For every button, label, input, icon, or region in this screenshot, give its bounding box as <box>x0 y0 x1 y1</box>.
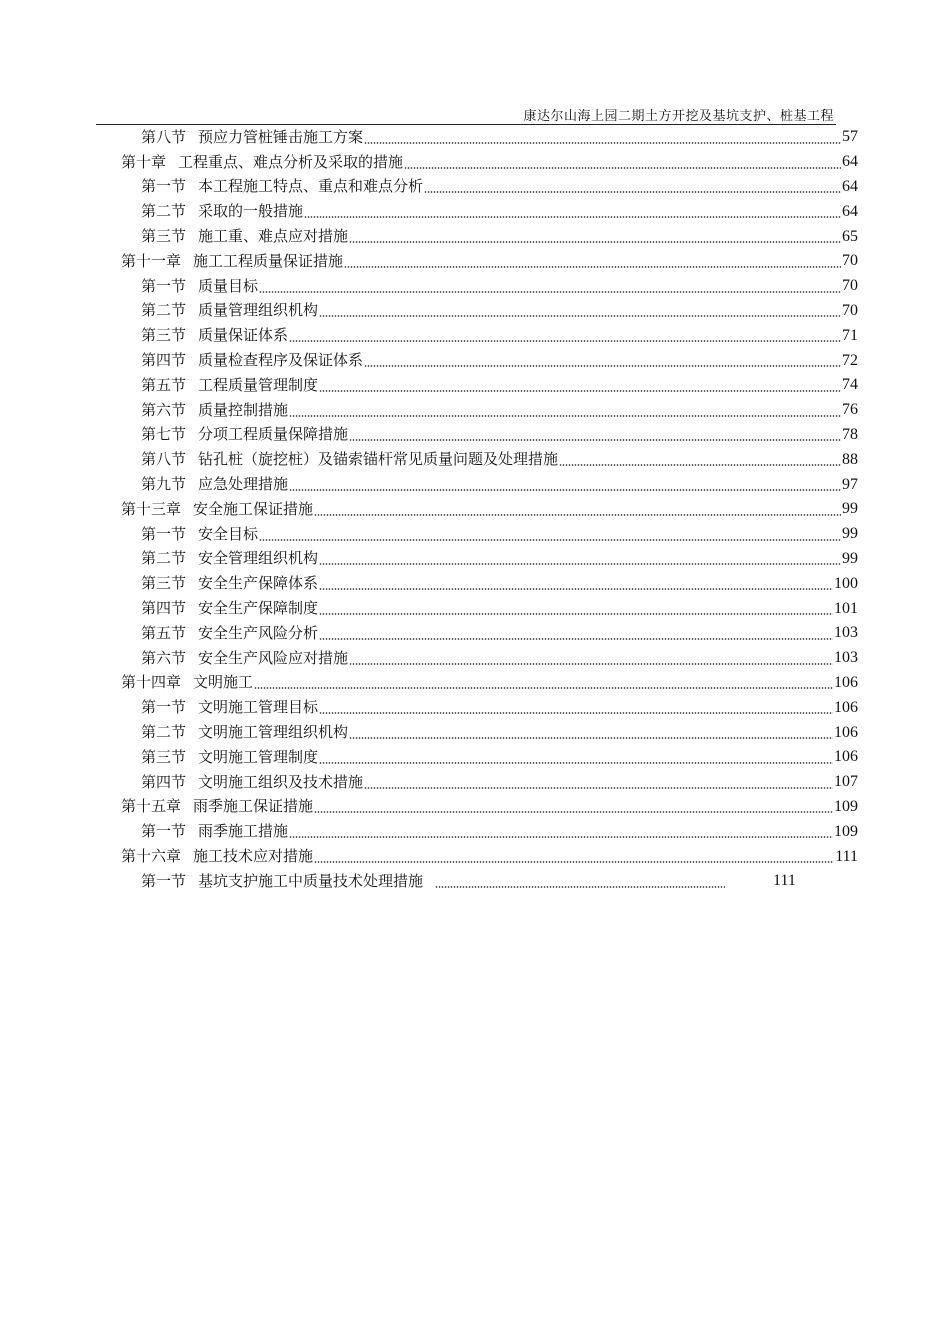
toc-entry-number: 第十六章 <box>121 847 182 866</box>
toc-entry-number: 第十章 <box>121 152 167 171</box>
toc-entry-number: 第二节 <box>141 202 187 221</box>
toc-entry-number: 第五节 <box>141 375 187 394</box>
dot-leader <box>349 240 841 244</box>
toc-section-entry[interactable] <box>141 522 858 547</box>
toc-chapter-entry[interactable] <box>121 795 858 820</box>
toc-entry-page-number: 99 <box>842 549 858 567</box>
toc-entry-page-number: 106 <box>834 723 858 741</box>
toc-entry-number: 第七节 <box>141 425 187 444</box>
toc-entry-title: 安全生产风险分析 <box>198 623 319 642</box>
toc-section-entry[interactable] <box>141 695 858 720</box>
toc-entry-number: 第一节 <box>141 524 187 543</box>
toc-entry-page-number: 100 <box>834 574 858 592</box>
dot-leader <box>364 786 833 790</box>
dot-leader <box>314 810 833 814</box>
dot-leader <box>319 761 833 765</box>
toc-section-entry[interactable] <box>141 571 858 596</box>
toc-entry-page-number: 103 <box>834 649 858 667</box>
toc-entry-number: 第四节 <box>141 772 187 791</box>
toc-entry-title: 安全目标 <box>198 524 259 543</box>
toc-entry-number: 第五节 <box>141 623 187 642</box>
dot-leader <box>559 463 841 467</box>
toc-entry-number: 第一节 <box>141 871 187 890</box>
toc-entry-title: 雨季施工措施 <box>198 822 289 841</box>
toc-entry-title: 施工技术应对措施 <box>193 847 314 866</box>
toc-entry-number: 第十四章 <box>121 673 182 692</box>
toc-entry-page-number: 99 <box>842 500 858 518</box>
toc-entry-title: 文明施工 <box>193 673 254 692</box>
toc-entry-number: 第九节 <box>141 475 187 494</box>
toc-entry-page-number: 103 <box>834 624 858 642</box>
dot-leader <box>364 141 841 145</box>
toc-entry-page-number: 70 <box>842 252 858 270</box>
toc-section-entry[interactable] <box>141 770 858 795</box>
toc-entry-page-number: 109 <box>834 822 858 840</box>
dot-leader <box>319 711 833 715</box>
toc-entry-number: 第十三章 <box>121 499 182 518</box>
toc-chapter-entry[interactable] <box>121 150 858 175</box>
toc-entry-number: 第三节 <box>141 227 187 246</box>
toc-entry-number: 第二节 <box>141 549 187 568</box>
toc-entry-number: 第三节 <box>141 574 187 593</box>
toc-entry-title: 安全管理组织机构 <box>198 549 319 568</box>
toc-section-entry[interactable] <box>141 447 858 472</box>
toc-section-entry[interactable] <box>141 274 858 299</box>
toc-entry-title: 质量目标 <box>198 276 259 295</box>
toc-section-entry[interactable] <box>141 299 858 324</box>
toc-entry-page-number: 70 <box>842 277 858 295</box>
toc-entry-number: 第八节 <box>141 450 187 469</box>
toc-entry-title: 分项工程质量保障措施 <box>198 425 349 444</box>
toc-entry-title: 安全施工保证措施 <box>193 499 314 518</box>
toc-section-entry[interactable] <box>141 547 858 572</box>
page-header <box>96 104 836 125</box>
toc-section-entry[interactable] <box>141 125 858 150</box>
toc-entry-number: 第四节 <box>141 599 187 618</box>
toc-section-entry[interactable] <box>141 398 858 423</box>
toc-entry-page-number: 71 <box>842 326 858 344</box>
toc-entry-title: 应急处理措施 <box>198 475 289 494</box>
toc-chapter-entry[interactable] <box>121 249 858 274</box>
toc-entry-title: 基坑支护施工中质量技术处理措施 <box>198 871 424 890</box>
dot-leader <box>349 736 833 740</box>
toc-entry-number: 第三节 <box>141 747 187 766</box>
toc-entry-page-number: 111 <box>835 847 858 865</box>
toc-entry-title: 安全生产保障制度 <box>198 599 319 618</box>
dot-leader <box>319 389 841 393</box>
toc-entry-number: 第一节 <box>141 698 187 717</box>
toc-entry-page-number: 70 <box>842 301 858 319</box>
toc-chapter-entry[interactable] <box>121 671 858 696</box>
toc-entry-page-number: 78 <box>842 425 858 443</box>
toc-entry-title: 质量检查程序及保证体系 <box>198 351 364 370</box>
toc-entry-title: 文明施工管理目标 <box>198 698 319 717</box>
toc-entry-title: 工程重点、难点分析及采取的措施 <box>178 152 404 171</box>
toc-section-entry[interactable] <box>141 373 858 398</box>
toc-entry-page-number: 88 <box>842 450 858 468</box>
toc-section-entry[interactable] <box>141 720 858 745</box>
toc-entry-page-number: 107 <box>834 773 858 791</box>
toc-entry-title: 质量控制措施 <box>198 400 289 419</box>
toc-entry-title: 安全生产风险应对措施 <box>198 648 349 667</box>
toc-entry-title: 质量保证体系 <box>198 326 289 345</box>
toc-entry-title: 施工工程质量保证措施 <box>193 251 344 270</box>
toc-entry-page-number: 111 <box>773 872 796 890</box>
toc-section-entry[interactable] <box>141 472 858 497</box>
dot-leader <box>254 686 833 690</box>
dot-leader <box>314 513 841 517</box>
toc-entry-page-number: 64 <box>842 153 858 171</box>
toc-chapter-entry[interactable] <box>121 844 858 869</box>
toc-entry-number: 第六节 <box>141 648 187 667</box>
dot-leader <box>349 662 833 666</box>
document-header-title: 康达尔山海上园二期土方开挖及基坑支护、桩基工程 <box>523 109 834 124</box>
toc-chapter-entry[interactable] <box>121 497 858 522</box>
toc-entry-title: 本工程施工特点、重点和难点分析 <box>198 177 424 196</box>
toc-entry-number: 第十五章 <box>121 797 182 816</box>
toc-section-entry[interactable] <box>141 323 858 348</box>
dot-leader <box>319 587 833 591</box>
toc-entry-number: 第十一章 <box>121 251 182 270</box>
toc-section-entry[interactable] <box>141 819 858 844</box>
dot-leader <box>435 885 725 889</box>
toc-section-entry[interactable] <box>141 175 858 200</box>
toc-entry-title: 质量管理组织机构 <box>198 301 319 320</box>
toc-entry-page-number: 106 <box>834 748 858 766</box>
dot-leader <box>259 290 841 294</box>
toc-entry-title: 雨季施工保证措施 <box>193 797 314 816</box>
toc-entry-number: 第一节 <box>141 276 187 295</box>
dot-leader <box>424 190 841 194</box>
dot-leader <box>314 860 834 864</box>
toc-entry-title: 文明施工管理制度 <box>198 747 319 766</box>
toc-entry-page-number: 74 <box>842 376 858 394</box>
dot-leader <box>289 339 841 343</box>
toc-entry-title: 工程质量管理制度 <box>198 375 319 394</box>
toc-entry-title: 施工重、难点应对措施 <box>198 227 349 246</box>
dot-leader <box>319 562 841 566</box>
toc-entry-number: 第二节 <box>141 301 187 320</box>
toc-entry-page-number: 76 <box>842 401 858 419</box>
toc-entry-page-number: 72 <box>842 351 858 369</box>
toc-entry-number: 第六节 <box>141 400 187 419</box>
dot-leader <box>319 612 833 616</box>
toc-entry-page-number: 97 <box>842 475 858 493</box>
toc-entry-number: 第三节 <box>141 326 187 345</box>
toc-entry-number: 第一节 <box>141 822 187 841</box>
dot-leader <box>319 637 833 641</box>
toc-entry-number: 第一节 <box>141 177 187 196</box>
toc-section-entry[interactable] <box>141 646 858 671</box>
toc-entry-title: 安全生产保障体系 <box>198 574 319 593</box>
toc-section-entry[interactable] <box>141 621 858 646</box>
dot-leader <box>289 488 841 492</box>
dot-leader <box>319 314 841 318</box>
dot-leader <box>364 364 841 368</box>
toc-entry-page-number: 109 <box>834 797 858 815</box>
toc-entry-number: 第二节 <box>141 723 187 742</box>
toc-section-entry[interactable] <box>141 745 858 770</box>
toc-section-entry[interactable] <box>141 596 858 621</box>
dot-leader <box>344 265 841 269</box>
toc-entry-title: 文明施工管理组织机构 <box>198 723 349 742</box>
toc-entry-number: 第八节 <box>141 127 187 146</box>
toc-entry-page-number: 101 <box>834 599 858 617</box>
toc-entry-title: 钻孔桩（旋挖桩）及锚索锚杆常见质量问题及处理措施 <box>198 450 559 469</box>
toc-section-entry[interactable] <box>141 348 858 373</box>
toc-entry-page-number: 106 <box>834 673 858 691</box>
toc-entry-page-number: 106 <box>834 698 858 716</box>
dot-leader <box>304 215 841 219</box>
toc-section-entry[interactable] <box>141 199 858 224</box>
toc-section-entry[interactable] <box>141 869 858 894</box>
toc-entry-page-number: 64 <box>842 177 858 195</box>
toc-entry-number: 第四节 <box>141 351 187 370</box>
toc-entry-page-number: 99 <box>842 525 858 543</box>
dot-leader <box>349 438 841 442</box>
toc-section-entry[interactable] <box>141 423 858 448</box>
dot-leader <box>289 414 841 418</box>
dot-leader <box>259 538 841 542</box>
toc-entry-page-number: 64 <box>842 202 858 220</box>
toc-entry-title: 预应力管桩锤击施工方案 <box>198 127 364 146</box>
toc-entry-page-number: 65 <box>842 227 858 245</box>
dot-leader <box>289 835 833 839</box>
toc-entry-page-number: 57 <box>842 128 858 146</box>
toc-entry-title: 文明施工组织及技术措施 <box>198 772 364 791</box>
toc-section-entry[interactable] <box>141 224 858 249</box>
toc-entry-title: 采取的一般措施 <box>198 202 304 221</box>
dot-leader <box>404 166 841 170</box>
